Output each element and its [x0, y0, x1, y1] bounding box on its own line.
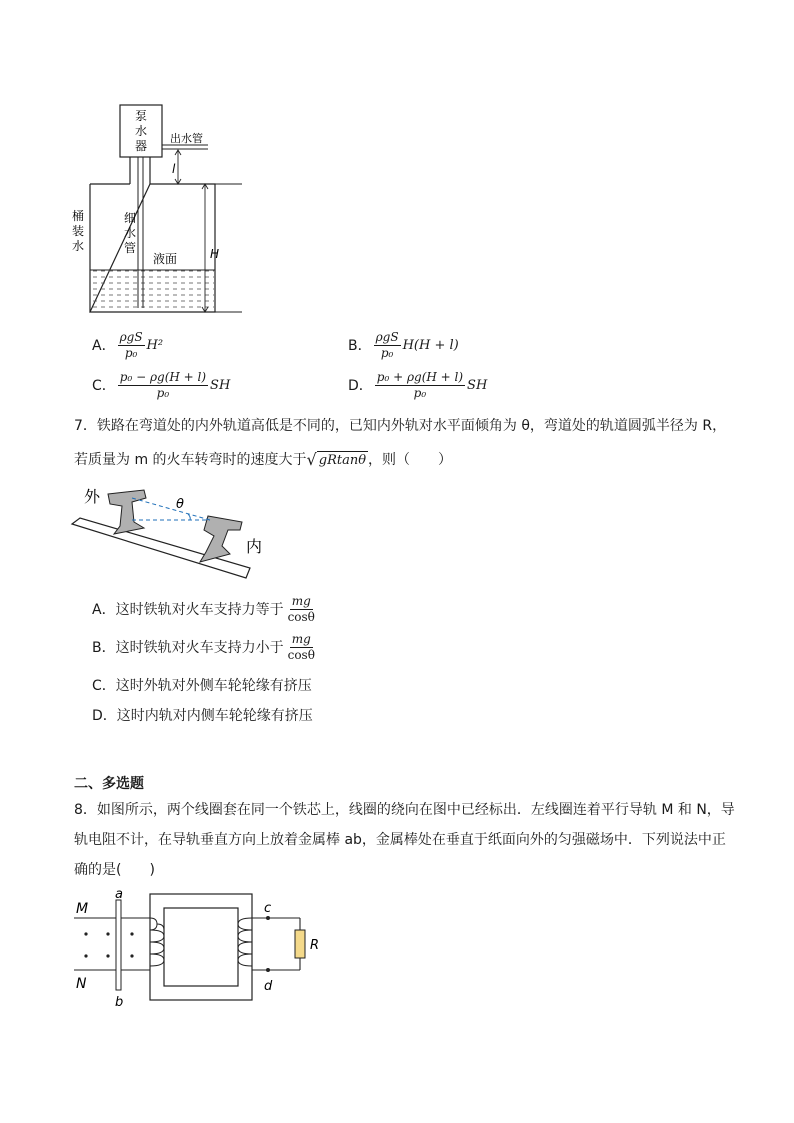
pump-label-2: 水 — [134, 124, 148, 138]
pump-barrel-figure — [60, 100, 250, 320]
thin-pipe-label-2: 水 — [123, 226, 137, 240]
fraction: $\frac{mg}{\cos\theta}$ — [287, 632, 315, 662]
q7-option-c[interactable]: C．这时外轨对外侧车轮轮缘有挤压 — [92, 678, 312, 694]
label-c: c — [264, 901, 272, 916]
fraction: $\frac{\text{ρgS}}{\text{p₀}}$ — [375, 330, 399, 360]
l-label: l — [172, 162, 176, 176]
resistor — [295, 930, 305, 958]
option-text: A．这时铁轨对火车支持力等于 — [92, 601, 284, 618]
pump-label-1: 泵 — [134, 109, 148, 123]
label-a: a — [115, 888, 123, 902]
option-letter: C． — [92, 377, 116, 394]
option-letter: B． — [348, 337, 372, 354]
option-letter: A． — [92, 337, 116, 354]
barrel-label-1: 桶 — [71, 209, 85, 223]
water-region — [91, 270, 214, 311]
q7-line2-post: ，则（ ） — [368, 452, 453, 468]
surface-label: 液面 — [153, 252, 178, 266]
transformer-rail-figure — [70, 888, 340, 1010]
thin-pipe-label-3: 管 — [123, 241, 137, 255]
label-b: b — [115, 995, 124, 1010]
q7-option-b[interactable] — [92, 632, 319, 663]
q7-option-a[interactable] — [92, 594, 319, 625]
q6-option-c[interactable] — [92, 370, 230, 401]
pump-label-3: 器 — [134, 139, 148, 153]
thin-pipe-label-1: 细 — [123, 211, 137, 225]
section-heading: 二、多选题 — [74, 776, 144, 792]
option-tail: H² — [146, 337, 164, 353]
q7-option-d[interactable]: D．这时内轨对内侧车轮轮缘有挤压 — [92, 708, 313, 724]
field-dots — [84, 932, 133, 957]
outlet-label: 出水管 — [170, 132, 203, 145]
rail-track-figure — [70, 482, 270, 582]
H-label: H — [210, 247, 220, 261]
option-text: B．这时铁轨对火车支持力小于 — [92, 639, 284, 656]
q7-line2-pre: 若质量为 m 的火车转弯时的速度大于 — [74, 452, 307, 468]
iron-core-inner — [164, 908, 238, 986]
q6-option-b[interactable] — [348, 330, 459, 361]
q8-stem-line2: 轨电阻不计，在导轨垂直方向上放着金属棒 ab，金属棒处在垂直于纸面向外的匀强磁场中．下列说法中正 — [74, 832, 726, 848]
barrel-label-3: 水 — [71, 239, 85, 253]
inner-rail — [200, 516, 242, 562]
option-letter: D． — [348, 377, 373, 394]
barrel-label-2: 装 — [71, 224, 85, 238]
metal-rod — [116, 900, 121, 990]
q7-stem-line2 — [74, 450, 452, 470]
theta-label: θ — [176, 497, 184, 512]
outer-label: 外 — [84, 487, 101, 506]
inner-label: 内 — [246, 537, 263, 556]
q7-stem-line1: 7．铁路在弯道处的内外轨道高低是不同的，已知内外轨对水平面倾角为 θ，弯道处的轨道圆弧半径为 R， — [74, 418, 727, 434]
label-d: d — [264, 979, 273, 994]
q6-option-d[interactable] — [348, 370, 487, 401]
option-tail: SH — [210, 377, 231, 393]
sqrt-expression: √ gRtanθ — [306, 450, 367, 469]
option-tail: SH — [467, 377, 488, 393]
fraction: $\frac{mg}{\cos\theta}$ — [287, 594, 315, 624]
fraction: $\frac{\text{p₀ − ρg(H + l)}}{\text{p₀}}$ — [119, 370, 207, 400]
label-M: M — [76, 901, 89, 917]
fraction: $\frac{\text{p₀ + ρg(H + l)}}{\text{p₀}}$ — [376, 370, 464, 400]
q6-option-a[interactable] — [92, 330, 163, 361]
fraction: $\frac{\text{ρgS}}{\text{p₀}}$ — [119, 330, 143, 360]
q8-stem-line1: 8．如图所示，两个线圈套在同一个铁芯上，线圈的绕向在图中已经标出．左线圈连着平行导轨 M 和 N，导 — [74, 802, 735, 818]
label-R: R — [310, 938, 320, 953]
option-tail: H(H + l) — [402, 337, 459, 353]
q8-stem-line3: 确的是( ) — [74, 862, 155, 878]
label-N: N — [76, 976, 87, 992]
